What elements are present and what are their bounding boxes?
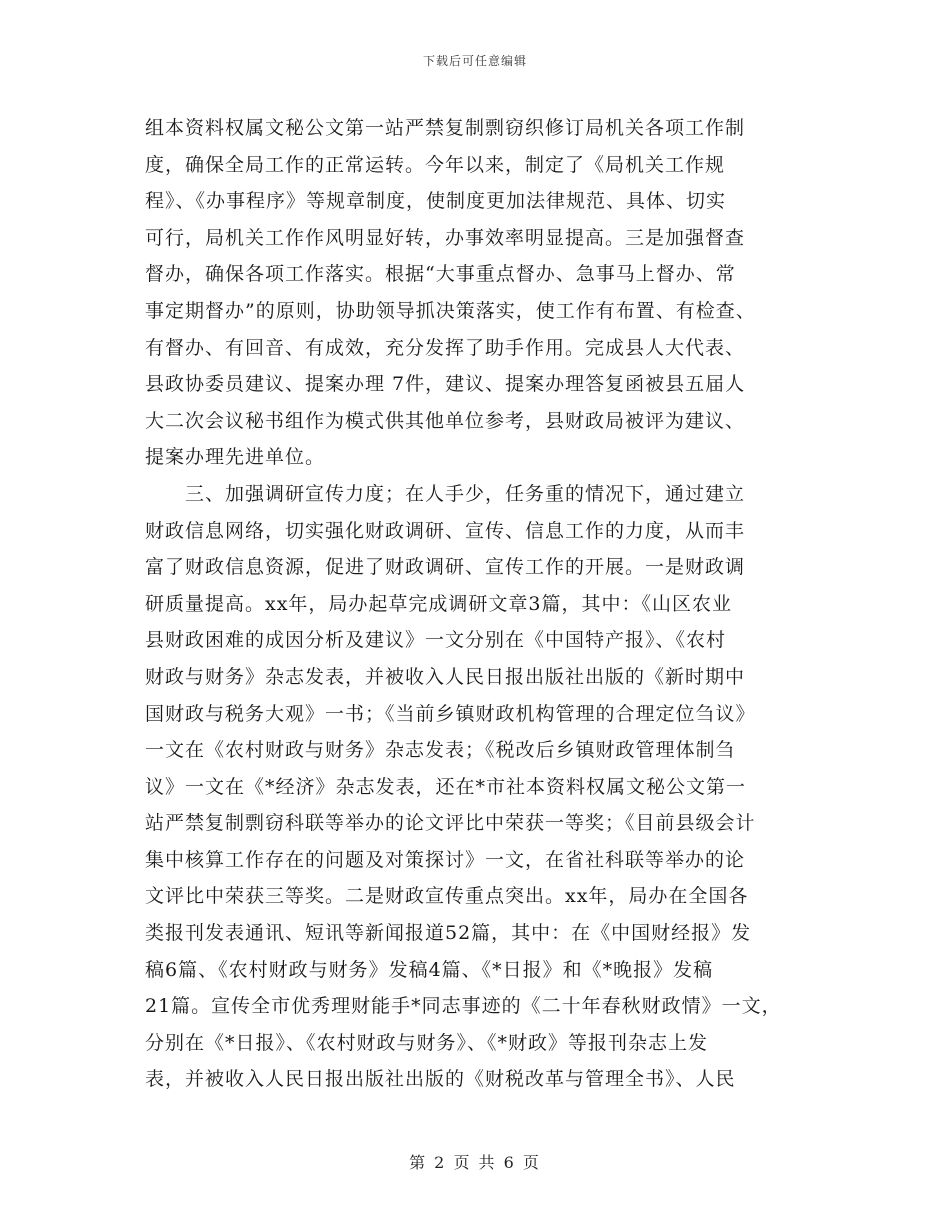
header-note: 下载后可任意编辑	[422, 54, 527, 68]
text-line: 集中核算工作存在的问题及对策探讨》一文，在省社科联等举办的论	[145, 848, 746, 871]
text-line: 表，并被收入人民日报出版社出版的《财税改革与管理全书》、人民	[145, 1068, 736, 1091]
text-line: 文评比中荣获三等奖。二是财政宣传重点突出。xx年，局办在全国各	[145, 885, 749, 908]
document-body	[145, 110, 825, 1098]
text-line: 一文在《农村财政与财务》杂志发表；《税改后乡镇财政管理体制刍	[145, 739, 736, 762]
text-line: 督办，确保各项工作落实。根据“大事重点督办、急事马上督办、常	[145, 263, 736, 286]
text-line: 分别在《*日报》、《农村财政与财务》、《*财政》等报刊杂志上发	[145, 1031, 709, 1054]
text-line: 财政信息网络，切实强化财政调研、宣传、信息工作的力度，从而丰	[145, 519, 746, 542]
text-line: 国财政与税务大观》一书；《当前乡镇财政机构管理的合理定位刍议》	[145, 702, 756, 725]
page-number-footer: 第 2 页 共 6 页	[409, 1153, 541, 1172]
text-line: 议》一文在《*经济》杂志发表，还在*市社本资料权属文秘公文第一	[145, 775, 747, 798]
text-line: 可行，局机关工作作风明显好转，办事效率明显提高。三是加强督查	[145, 226, 746, 249]
text-line: 程》、《办事程序》等规章制度，使制度更加法律规范、具体、切实	[145, 190, 727, 213]
text-line: 站严禁复制剽窃科联等举办的论文评比中荣获一等奖；《目前县级会计	[145, 812, 756, 835]
text-line: 大二次会议秘书组作为模式供其他单位参考，县财政局被评为建议、	[145, 409, 746, 432]
text-line: 度，确保全局工作的正常运转。今年以来，制定了《局机关工作规	[145, 153, 726, 176]
text-line: 财政与财务》杂志发表，并被收入人民日报出版社出版的《新时期中	[145, 665, 746, 688]
text-line: 县财政困难的成因分析及建议》一文分别在《中国特产报》、《农村	[145, 629, 727, 652]
text-line: 事定期督办”的原则，协助领导抓决策落实，使工作有布置、有检查、	[145, 299, 756, 322]
text-line: 县政协委员建议、提案办理 7件，建议、提案办理答复函被县五届人	[145, 373, 746, 396]
text-line: 富了财政信息资源，促进了财政调研、宣传工作的开展。一是财政调	[145, 556, 746, 579]
text-line: 稿6篇、《农村财政与财务》发稿4篇、《*日报》和《*晚报》发稿	[145, 958, 714, 981]
text-line: 三、加强调研宣传力度；在人手少，任务重的情况下，通过建立	[145, 482, 746, 505]
text-line: 类报刊发表通讯、短讯等新闻报道52篇，其中：在《中国财经报》发	[145, 922, 752, 945]
text-line: 21篇。宣传全市优秀理财能手*同志事迹的《二十年春秋财政情》一文，	[145, 995, 782, 1018]
text-line: 研质量提高。xx年，局办起草完成调研文章3篇，其中：《山区农业	[145, 592, 733, 615]
text-line: 提案办理先进单位。	[145, 446, 326, 469]
text-line: 组本资料权属文秘公文第一站严禁复制剽窃织修订局机关各项工作制	[145, 117, 746, 139]
text-line: 有督办、有回音、有成效，充分发挥了助手作用。完成县人大代表、	[145, 336, 746, 359]
